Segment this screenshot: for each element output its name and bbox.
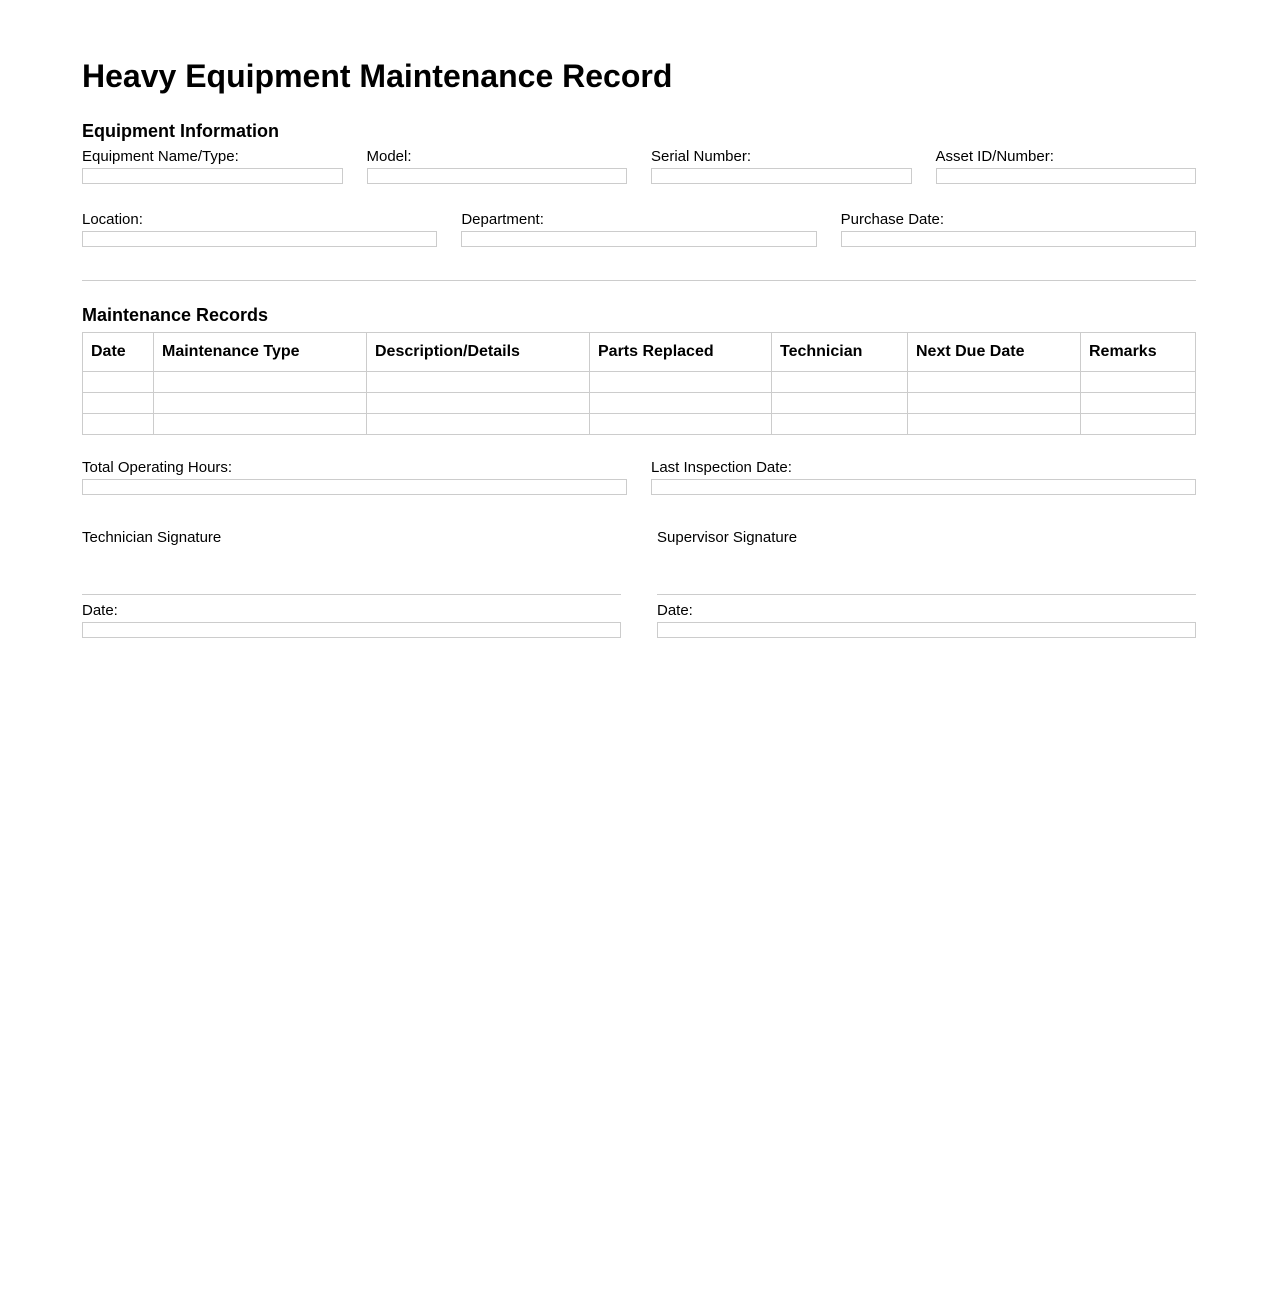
table-cell[interactable] xyxy=(367,414,590,435)
col-next-due-date: Next Due Date xyxy=(908,333,1081,372)
table-cell[interactable] xyxy=(590,372,772,393)
location-label: Location: xyxy=(82,211,143,228)
asset-id-input[interactable] xyxy=(936,168,1197,184)
table-row xyxy=(83,414,1196,435)
table-cell[interactable] xyxy=(1081,414,1196,435)
table-cell[interactable] xyxy=(590,393,772,414)
table-cell[interactable] xyxy=(83,393,154,414)
table-cell[interactable] xyxy=(908,414,1081,435)
section-heading-equipment: Equipment Information xyxy=(82,121,279,141)
col-remarks: Remarks xyxy=(1081,333,1196,372)
table-row xyxy=(83,372,1196,393)
table-cell[interactable] xyxy=(83,414,154,435)
purchase-date-input[interactable] xyxy=(841,231,1196,247)
table-cell[interactable] xyxy=(1081,393,1196,414)
serial-number-input[interactable] xyxy=(651,168,912,184)
table-cell[interactable] xyxy=(772,414,908,435)
maintenance-table xyxy=(82,332,1196,435)
technician-signature-line[interactable] xyxy=(82,594,621,595)
supervisor-signature-block xyxy=(657,528,1196,638)
table-cell[interactable] xyxy=(154,372,367,393)
asset-id-label: Asset ID/Number: xyxy=(935,148,1054,165)
supervisor-signature-label: Supervisor Signature xyxy=(657,529,798,546)
page-title: Heavy Equipment Maintenance Record xyxy=(82,58,673,94)
col-maintenance-type: Maintenance Type xyxy=(154,333,367,372)
operating-hours-label: Total Operating Hours: xyxy=(82,459,233,476)
table-cell[interactable] xyxy=(772,393,908,414)
table-cell[interactable] xyxy=(154,393,367,414)
table-cell[interactable] xyxy=(367,393,590,414)
table-cell[interactable] xyxy=(908,393,1081,414)
table-row xyxy=(83,393,1196,414)
supervisor-date-input[interactable] xyxy=(657,622,1196,638)
table-cell[interactable] xyxy=(367,372,590,393)
model-label: Model: xyxy=(366,148,412,165)
col-date: Date xyxy=(83,333,154,372)
serial-number-label: Serial Number: xyxy=(651,148,752,165)
table-cell[interactable] xyxy=(772,372,908,393)
supervisor-date-label: Date: xyxy=(657,602,693,619)
col-parts-replaced: Parts Replaced xyxy=(590,333,772,372)
location-input[interactable] xyxy=(82,231,437,247)
technician-signature-block xyxy=(82,528,621,638)
section-heading-maintenance: Maintenance Records xyxy=(82,305,269,325)
operating-hours-input[interactable] xyxy=(82,479,627,495)
technician-signature-label: Technician Signature xyxy=(82,529,222,546)
table-cell[interactable] xyxy=(154,414,367,435)
table-cell[interactable] xyxy=(590,414,772,435)
table-cell[interactable] xyxy=(83,372,154,393)
table-header-row xyxy=(83,333,1196,372)
department-label: Department: xyxy=(461,211,544,228)
department-input[interactable] xyxy=(461,231,816,247)
section-divider xyxy=(82,280,1196,281)
last-inspection-label: Last Inspection Date: xyxy=(651,459,792,476)
col-technician: Technician xyxy=(772,333,908,372)
equipment-name-input[interactable] xyxy=(82,168,343,184)
supervisor-signature-line[interactable] xyxy=(657,594,1196,595)
equipment-name-label: Equipment Name/Type: xyxy=(82,148,239,165)
table-cell[interactable] xyxy=(1081,372,1196,393)
table-cell[interactable] xyxy=(908,372,1081,393)
col-description: Description/Details xyxy=(367,333,590,372)
technician-date-input[interactable] xyxy=(82,622,621,638)
last-inspection-input[interactable] xyxy=(651,479,1196,495)
technician-date-label: Date: xyxy=(82,602,118,619)
model-input[interactable] xyxy=(367,168,628,184)
purchase-date-label: Purchase Date: xyxy=(840,211,945,228)
